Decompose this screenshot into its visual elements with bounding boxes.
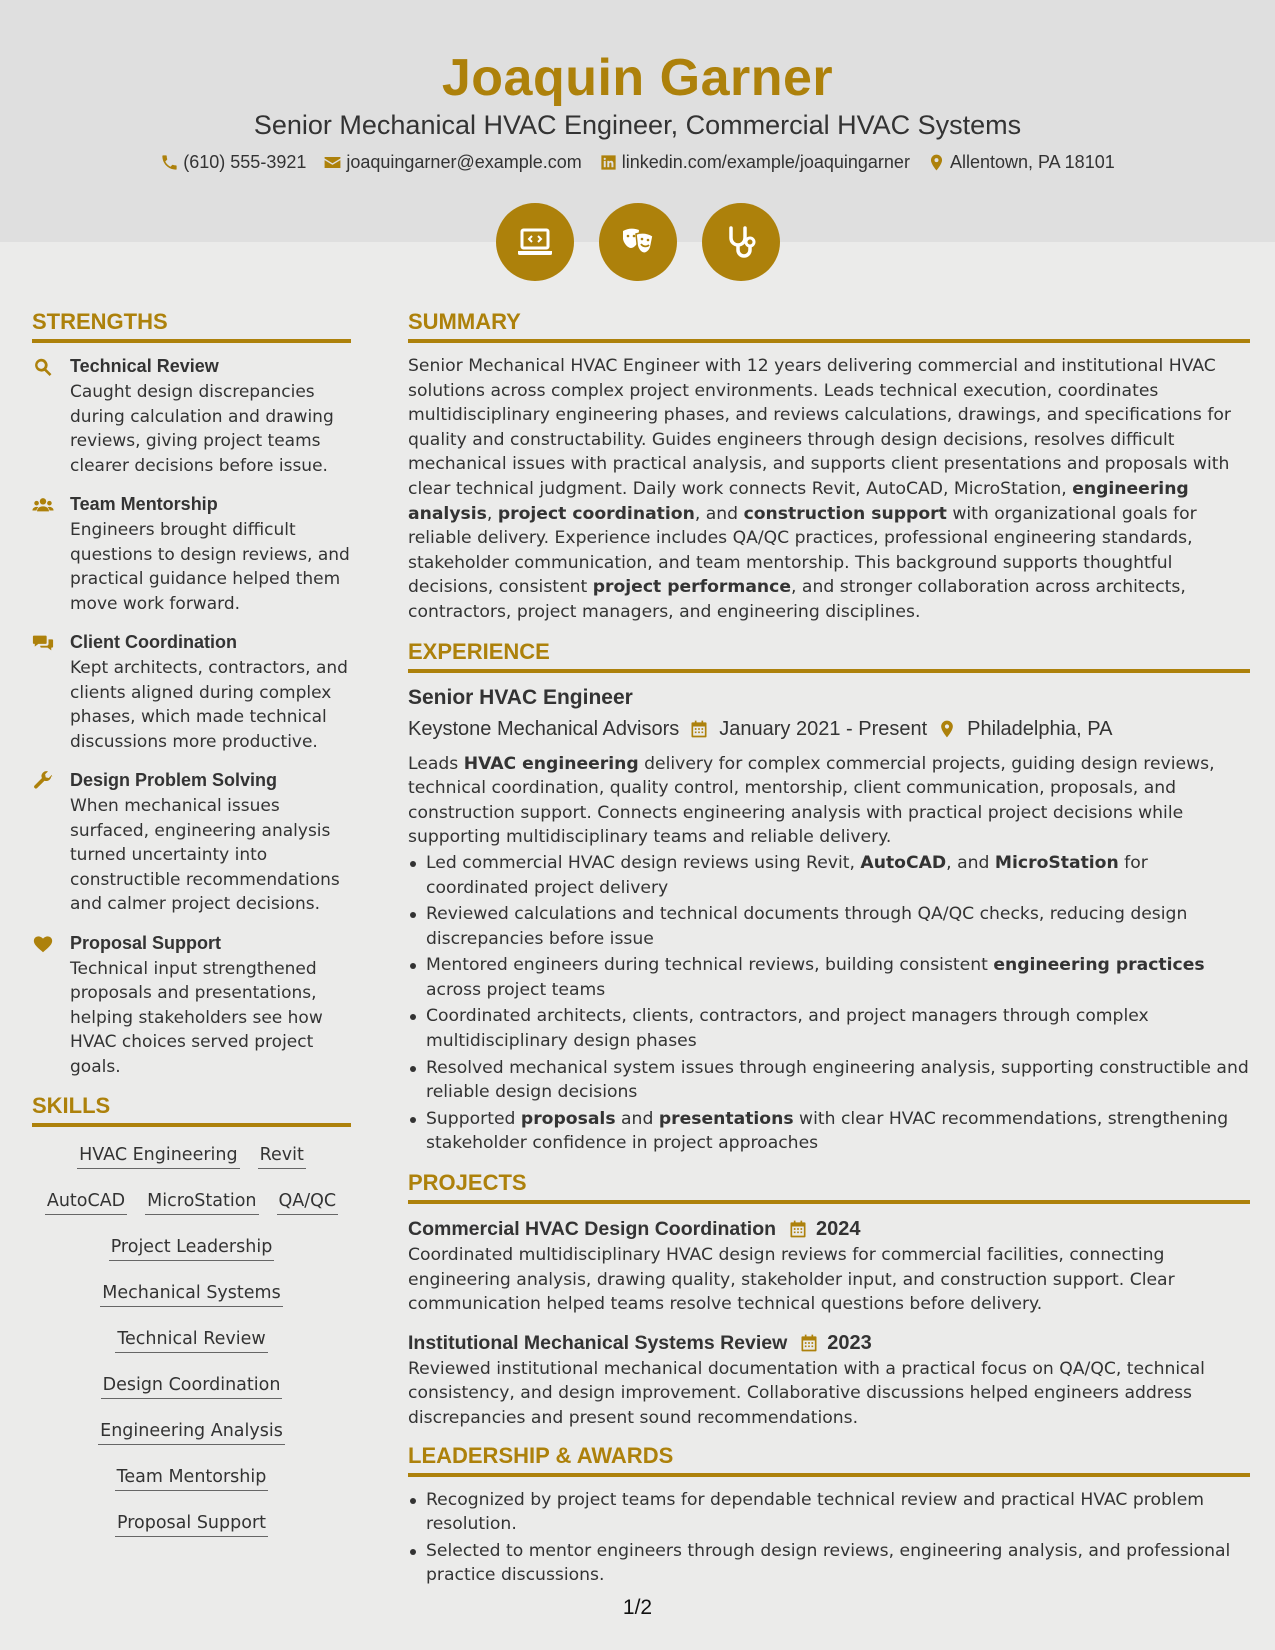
strength-desc: Technical input strengthened proposals and presentations, helping stakeholders see how HVAC choices served project goals. bbox=[70, 958, 323, 1077]
candidate-name: Joaquin Garner bbox=[441, 49, 834, 107]
skills-heading: SKILLS bbox=[32, 1093, 351, 1127]
location-text: Allentown, PA 18101 bbox=[949, 152, 1115, 172]
strength-item bbox=[32, 354, 351, 478]
list-item: Supported proposals and presentations with clear HVAC recommendations, strengthening stakeholder confidence in project approaches bbox=[426, 1107, 1250, 1156]
users-icon bbox=[32, 494, 54, 516]
skill-tag: Team Mentorship bbox=[115, 1466, 269, 1491]
stethoscope-icon bbox=[721, 222, 761, 262]
project-title: Institutional Mechanical Systems Review bbox=[408, 1331, 788, 1354]
skill-tag: Engineering Analysis bbox=[98, 1420, 285, 1445]
strength-desc: When mechanical issues surfaced, engineering analysis turned uncertainty into constructible recommendations and calmer project decisions. bbox=[70, 796, 340, 914]
project-title: Commercial HVAC Design Coordination bbox=[408, 1218, 777, 1241]
project-year: 2023 bbox=[827, 1331, 872, 1354]
map-marker-icon bbox=[927, 153, 946, 172]
calendar-icon bbox=[799, 1333, 819, 1353]
contact-linkedin[interactable] bbox=[599, 152, 910, 173]
strength-item bbox=[32, 492, 351, 616]
left-column bbox=[32, 309, 351, 1537]
skill-tag: QA/QC bbox=[277, 1190, 339, 1215]
list-item: Coordinated architects, clients, contractors, and project managers through complex multidisciplinary design phases bbox=[426, 1004, 1250, 1053]
linkedin-text: linkedin.com/example/joaquingarner bbox=[621, 152, 910, 172]
contact-location bbox=[927, 152, 1115, 173]
skill-tag: Design Coordination bbox=[101, 1374, 283, 1399]
projects-heading: PROJECTS bbox=[408, 1170, 1250, 1204]
calendar-icon bbox=[788, 1219, 808, 1239]
job-title: Senior HVAC Engineer bbox=[408, 685, 633, 709]
strength-item bbox=[32, 768, 351, 917]
job-company: Keystone Mechanical Advisors bbox=[408, 717, 680, 740]
strengths-heading: STRENGTHS bbox=[32, 309, 351, 343]
envelope-icon bbox=[323, 153, 342, 172]
contact-phone[interactable] bbox=[160, 152, 306, 173]
skill-tag: Mechanical Systems bbox=[100, 1282, 282, 1307]
map-marker-icon bbox=[937, 719, 957, 739]
job-bullets bbox=[426, 851, 1250, 1156]
strength-title: Team Mentorship bbox=[70, 494, 218, 514]
job-meta bbox=[408, 714, 1250, 744]
job-location: Philadelphia, PA bbox=[967, 717, 1113, 740]
skill-tag: MicroStation bbox=[145, 1190, 258, 1215]
summary-heading: SUMMARY bbox=[408, 309, 1250, 343]
theater-masks-icon bbox=[618, 222, 658, 262]
candidate-title: Senior Mechanical HVAC Engineer, Commercial HVAC Systems bbox=[253, 110, 1022, 140]
strength-desc: Engineers brought difficult questions to design reviews, and practical guidance helped them move work forward. bbox=[70, 520, 350, 614]
contact-bar bbox=[0, 152, 1275, 173]
strength-item bbox=[32, 630, 351, 754]
project-title-row bbox=[408, 1329, 1250, 1357]
list-item: Led commercial HVAC design reviews using Revit, AutoCAD, and MicroStation for coordinated project delivery bbox=[426, 851, 1250, 900]
awards-list bbox=[426, 1488, 1250, 1588]
skill-tag: Proposal Support bbox=[115, 1512, 268, 1537]
project-year: 2024 bbox=[816, 1218, 861, 1241]
project-desc: Reviewed institutional mechanical documentation with a practical focus on QA/QC, technical consistency, and design improvement. Collaborative discussions helped engineers address discrepancies and present sound recommendations. bbox=[408, 1358, 1205, 1428]
theater-masks-badge bbox=[599, 203, 677, 281]
experience-heading: EXPERIENCE bbox=[408, 639, 1250, 673]
laptop-code-icon bbox=[515, 222, 555, 262]
skills-list bbox=[32, 1139, 351, 1537]
strength-desc: Caught design discrepancies during calculation and drawing reviews, giving project teams clearer decisions before issue. bbox=[70, 382, 334, 476]
stethoscope-badge bbox=[702, 203, 780, 281]
calendar-icon bbox=[689, 719, 709, 739]
page-number: 1/2 bbox=[622, 1596, 653, 1619]
contact-email[interactable] bbox=[323, 152, 581, 173]
phone-icon bbox=[160, 153, 179, 172]
list-item: Selected to mentor engineers through design reviews, engineering analysis, and professional practice discussions. bbox=[426, 1539, 1250, 1588]
strength-item bbox=[32, 931, 351, 1080]
search-icon bbox=[32, 356, 54, 378]
skill-tag: Revit bbox=[258, 1144, 306, 1169]
right-column bbox=[408, 309, 1250, 1602]
comments-icon bbox=[32, 632, 54, 654]
interest-badges bbox=[0, 203, 1275, 281]
awards-heading: LEADERSHIP & AWARDS bbox=[408, 1443, 1250, 1477]
laptop-code-badge bbox=[496, 203, 574, 281]
list-item: Recognized by project teams for dependable technical review and practical HVAC problem resolution. bbox=[426, 1488, 1250, 1537]
job-dates: January 2021 - Present bbox=[719, 717, 928, 740]
strength-title: Technical Review bbox=[70, 356, 219, 376]
list-item: Mentored engineers during technical reviews, building consistent engineering practices across project teams bbox=[426, 953, 1250, 1002]
linkedin-icon bbox=[599, 153, 618, 172]
strength-desc: Kept architects, contractors, and clients aligned during complex phases, which made technical discussions more productive. bbox=[70, 658, 348, 752]
strength-title: Proposal Support bbox=[70, 932, 222, 953]
skill-tag: Project Leadership bbox=[109, 1236, 275, 1261]
job-description: Leads HVAC engineering delivery for complex commercial projects, guiding design reviews, technical coordination, quality control, mentorship, client communication, proposals, and construction support. Connects engineering analysis with practical project decisions while supporting multidisciplinary teams and reliable delivery. bbox=[408, 753, 1215, 848]
list-item: Reviewed calculations and technical documents through QA/QC checks, reducing design discrepancies before issue bbox=[426, 902, 1250, 951]
project-desc: Coordinated multidisciplinary HVAC design reviews for commercial facilities, connecting engineering analysis, drawing quality, stakeholder input, and construction support. Clear communication helped teams resolve technical questions before delivery. bbox=[408, 1245, 1175, 1315]
skill-tag: Technical Review bbox=[115, 1328, 267, 1353]
email-text: joaquingarner@example.com bbox=[346, 152, 582, 172]
phone-text: (610) 555-3921 bbox=[183, 152, 307, 172]
list-item: Resolved mechanical system issues through engineering analysis, supporting constructible and reliable design decisions bbox=[426, 1056, 1250, 1105]
wrench-icon bbox=[32, 770, 54, 792]
project-title-row bbox=[408, 1215, 1250, 1243]
strength-title: Design Problem Solving bbox=[70, 770, 278, 790]
skill-tag: AutoCAD bbox=[45, 1190, 127, 1215]
heart-icon bbox=[32, 933, 54, 955]
summary-text: Senior Mechanical HVAC Engineer with 12 years delivering commercial and institutional HVAC solutions across complex project environments. Leads technical execution, coordinates multidisciplinary engineering phases, and reviews calculations, drawings, and specifications for quality and constructability. Guides engineers through design decisions, resolves difficult mechanical issues with practical analysis, and supports client presentations and proposals with clear technical judgment. Daily work connects Revit, AutoCAD, MicroStation, engineering analysis, project coordination, and construction support with organizational goals for reliable delivery. Experience includes QA/QC practices, professional engineering standards, stakeholder communication, and team mentorship. This background supports thoughtful decisions, consistent project performance, and stronger collaboration across architects, contractors, project managers, and engineering disciplines. bbox=[408, 356, 1231, 622]
strength-title: Client Coordination bbox=[70, 632, 237, 652]
skill-tag: HVAC Engineering bbox=[77, 1144, 239, 1169]
